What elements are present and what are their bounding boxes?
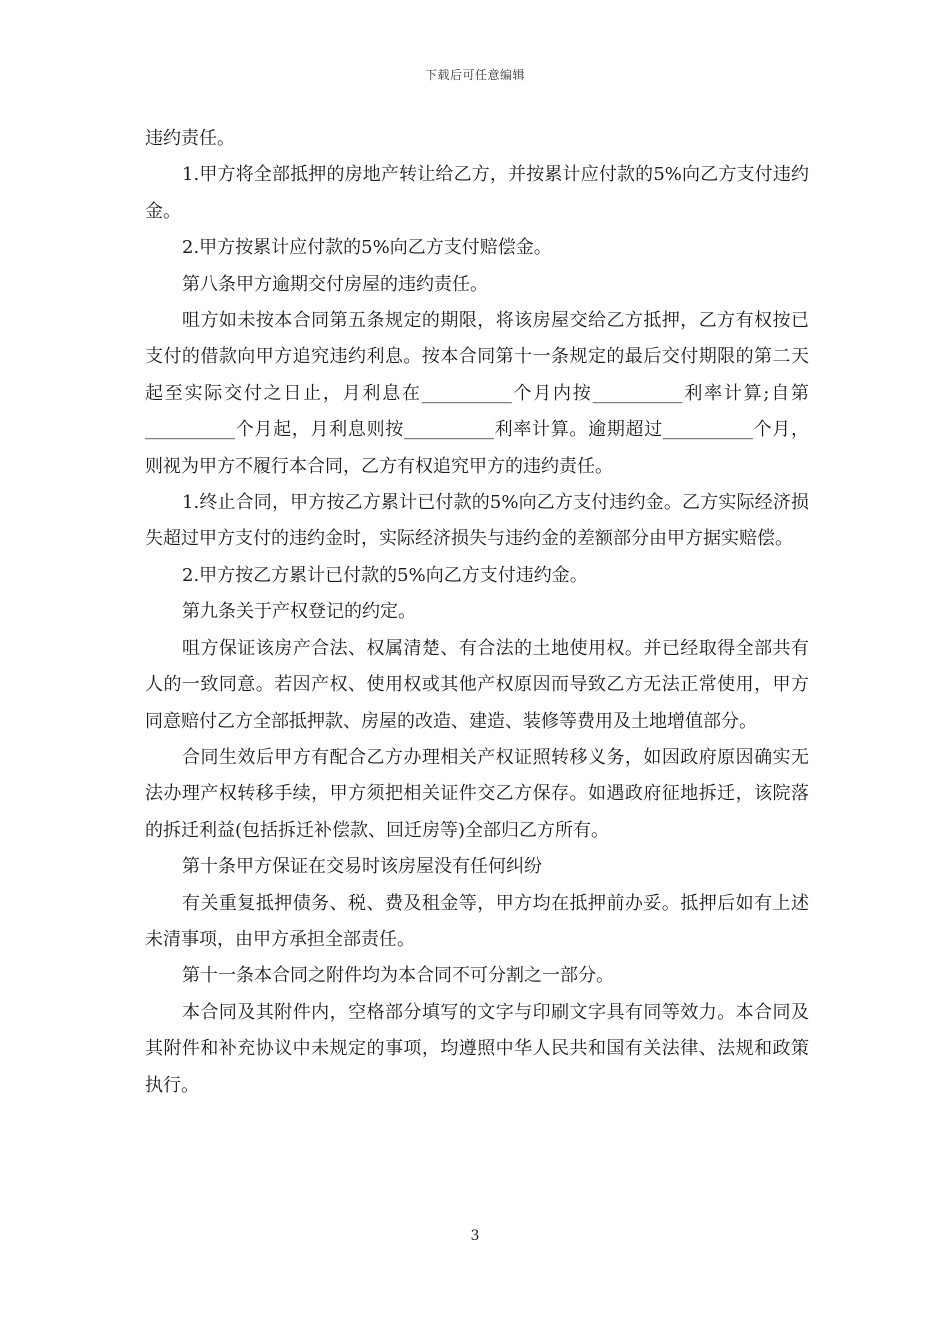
document-body (145, 121, 809, 1104)
paragraph-attachments-validity: 本合同及其附件内，空格部分填写的文字与印刷文字具有同等效力。本合同及其附件和补充协议中未规定的事项，均遵照中华人民共和国有关法律、法规和政策执行。 (145, 1001, 809, 1096)
paragraph-clause-2-penalty: 2.甲方按乙方累计已付款的5%向乙方支付违约金。 (182, 564, 588, 586)
page-number: 3 (470, 1228, 480, 1244)
paragraph-breach-liability-end: 违约责任。 (145, 128, 235, 149)
paragraph-clause-1-transfer: 1.甲方将全部抵押的房地产转让给乙方，并按累计应付款的5%向乙方支付违约金。 (145, 164, 809, 222)
paragraph-debts-settlement: 有关重复抵押债务、税、费及租金等，甲方均在抵押前办妥。抵押后如有上述未清事项，由甲方承担全部责任。 (145, 892, 809, 950)
paragraph-clause-1-termination: 1.终止合同，甲方按乙方累计已付款的5%向乙方支付违约金。乙方实际经济损失超过甲方支付的违约金时，实际经济损失与违约金的差额部分由甲方据实赔偿。 (145, 492, 809, 550)
article-10-heading: 第十条甲方保证在交易时该房屋没有任何纠纷 (182, 856, 542, 878)
article-9-heading: 第九条关于产权登记的约定。 (182, 601, 416, 623)
article-11-heading: 第十一条本合同之附件均为本合同不可分割之一部分。 (182, 965, 614, 987)
paragraph-clause-2-compensation: 2.甲方按累计应付款的5%向乙方支付赔偿金。 (182, 237, 552, 259)
page-header-note: 下载后可任意编辑 (424, 68, 525, 82)
paragraph-property-guarantee: 咀方保证该房产合法、权属清楚、有合法的土地使用权。并已经取得全部共有人的一致同意。若因产权、使用权或其他产权原因而导致乙方无法正常使用，甲方同意赔付乙方全部抵押款、房屋的改造、建造、装修等费用及土地增值部分。 (145, 637, 809, 732)
paragraph-late-delivery-interest: 咀方如未按本合同第五条规定的期限，将该房屋交给乙方抵押，乙方有权按已支付的借款向甲方追究违约利息。按本合同第十一条规定的最后交付期限的第二天起至实际交付之日止，月利息在__________个月内按__________利率计算;自第__________个月起，月利息则按__________利率计算。逾期超过__________个月，则视为甲方不履行本合同，乙方有权追究甲方的违约责任。 (145, 310, 809, 477)
article-8-heading: 第八条甲方逾期交付房屋的违约责任。 (182, 273, 488, 295)
paragraph-title-transfer: 合同生效后甲方有配合乙方办理相关产权证照转移义务，如因政府原因确实无法办理产权转移手续，甲方须把相关证件交乙方保存。如遇政府征地拆迁，该院落的拆迁利益(包括拆迁补偿款、回迁房等)全部归乙方所有。 (145, 746, 809, 841)
